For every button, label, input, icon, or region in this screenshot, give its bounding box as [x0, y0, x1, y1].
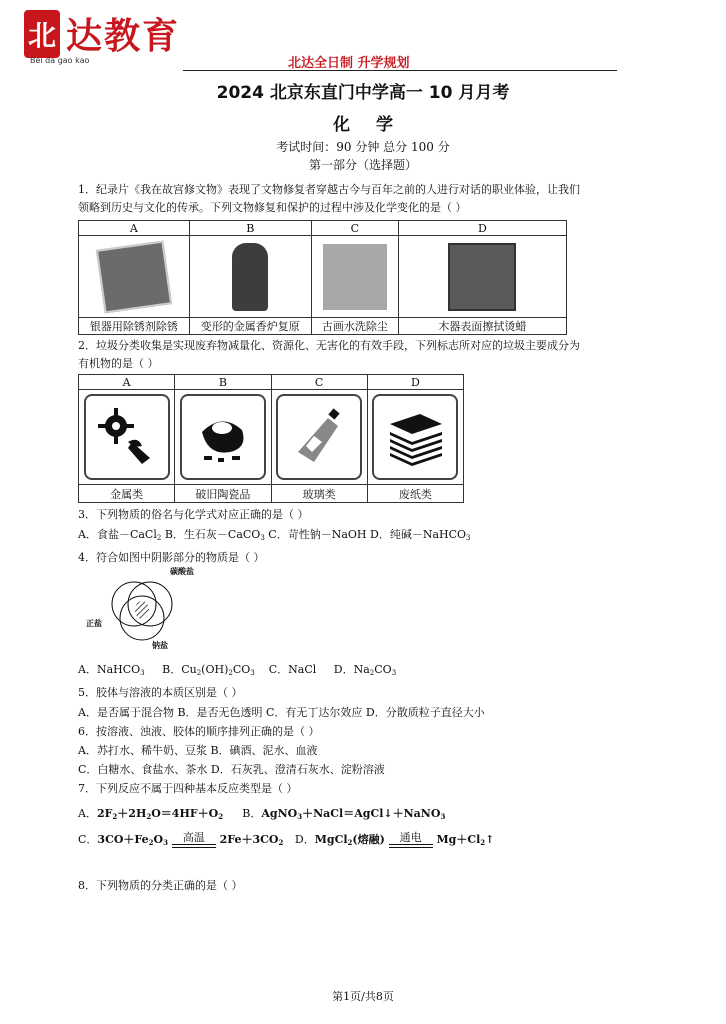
slogan: 北达全日制 升学规划: [288, 56, 410, 71]
q3-option-b: B．生石灰－CaCO: [164, 528, 261, 541]
q2-header-a: A: [79, 375, 175, 390]
condition-electrolysis: [389, 832, 433, 848]
q3-option-c: C．苛性钠－NaOH: [268, 528, 367, 541]
q1-caption-b: 变形的金属香炉复原: [189, 318, 311, 335]
q1-image-c: [311, 236, 398, 318]
page-footer: 第1页/共8页: [332, 990, 394, 1003]
header-divider: [183, 70, 617, 71]
q3-options: A．食盐－CaCl$_2$ B．生石灰－CaCO$_3$ C．苛性钠－NaOH D．纯碱－NaHCO$_3$: [78, 528, 471, 542]
q2-sign-d: [367, 390, 463, 485]
venn-label-bottom: 钠盐: [152, 640, 168, 650]
q4-options: A．NaHCO$_3$ B．$Cu_2(OH)_2CO_3$ C．NaCl D．$Na_2CO_3$: [78, 663, 397, 677]
q2-header-d: D: [367, 375, 463, 390]
q4-option-c: C．NaCl: [268, 663, 317, 676]
q4-option-a: A．NaHCO: [78, 663, 141, 676]
q2-caption-d: 废纸类: [367, 485, 463, 503]
q1-line2: 领略到历史与文化的传承。下列文物修复和保护的过程中涉及化学变化的是（ ）: [78, 201, 467, 214]
q6-options-cd: C．白糖水、食盐水、茶水 D．石灰乳、澄清石灰水、淀粉溶液: [78, 763, 385, 776]
q2-line2: 有机物的是（ ）: [78, 357, 159, 370]
q1-header-a: A: [79, 221, 190, 236]
exam-title: 2024 北京东直门中学高一 10 月月考: [216, 83, 510, 103]
logo-subtitle: Bei da gao kao: [30, 56, 90, 65]
glass-bottle-icon: [276, 394, 362, 480]
venn-diagram: [84, 566, 196, 650]
q1-image-b: [189, 236, 311, 318]
q1-header-d: D: [398, 221, 566, 236]
q1-header-b: B: [189, 221, 311, 236]
ceramics-icon: [180, 394, 266, 480]
q2-caption-c: 玻璃类: [271, 485, 367, 503]
q1-image-a: [79, 236, 190, 318]
section-title: 第一部分（选择题）: [308, 158, 417, 172]
q2-sign-a: [79, 390, 175, 485]
q7-cond-c: 高温: [182, 831, 205, 844]
logo: [24, 10, 60, 58]
logo-char: 北: [27, 19, 56, 52]
q4-option-b: B．Cu: [162, 663, 197, 676]
q1-caption-d: 木器表面擦拭烫蜡: [398, 318, 566, 335]
q5-options: A．是否属于混合物 B．是否无色透明 C．有无丁达尔效应 D．分散质粒子直径大小: [78, 706, 485, 719]
exam-info: 考试时间：90 分钟 总分 100 分: [276, 140, 450, 154]
q4-option-d: D．Na: [333, 663, 370, 676]
q1-image-d: [398, 236, 566, 318]
paper-stack-icon: [372, 394, 458, 480]
q2-header-b: B: [175, 375, 271, 390]
q2-line1: 2．垃圾分类收集是实现废弃物减量化、资源化、无害化的有效手段，下列标志所对应的垃圾主要成分为: [78, 339, 580, 352]
venn-label-top: 碳酸盐: [170, 566, 194, 576]
q7-stem: 7．下列反应不属于四种基本反应类型是（ ）: [78, 782, 298, 795]
q6-options-ab: A．苏打水、稀牛奶、豆浆 B．碘酒、泥水、血液: [78, 744, 318, 757]
q7-options-ab: A．$2F_2+2H_2O=4HF+O_2$ B．AgNO$_3$＋NaCl＝AgCl↓＋NaNO$_3$: [78, 807, 446, 821]
q2-caption-b: 破旧陶瓷品: [175, 485, 271, 503]
q1-caption-a: 银器用除锈剂除锈: [79, 318, 190, 335]
q3-stem: 3．下列物质的俗名与化学式对应正确的是（ ）: [78, 508, 309, 521]
q2-caption-a: 金属类: [79, 485, 175, 503]
subject-title: 化学: [333, 115, 419, 135]
metal-recycle-icon: [84, 394, 170, 480]
q3-option-a: A．食盐－CaCl: [78, 528, 157, 541]
q2-sign-c: [271, 390, 367, 485]
q2-table: [78, 374, 464, 503]
q6-stem: 6．按溶液、浊液、胶体的顺序排列正确的是（ ）: [78, 725, 320, 738]
q5-stem: 5．胶体与溶液的本质区别是（ ）: [78, 686, 243, 699]
q3-option-d: D．纯碱－NaHCO: [370, 528, 467, 541]
q1-table: [78, 220, 567, 335]
q7-cond-d: 通电: [399, 831, 422, 844]
q4-stem: 4．符合如图中阴影部分的物质是（ ）: [78, 551, 265, 564]
condition-high-temp: [172, 832, 216, 848]
q1-line1: 1．纪录片《我在故宫修文物》表现了文物修复者穿越古今与百年之前的人进行对话的职业体验，让我们: [78, 183, 580, 196]
q7-options-cd: C．$3CO+Fe_2O_3$ 高温 $2Fe+3CO_2$ D．MgCl$_2$(熔融) 通电 $Mg+Cl_2↑$: [78, 831, 495, 847]
venn-label-left: 正盐: [86, 618, 102, 628]
q2-header-c: C: [271, 375, 367, 390]
q8-stem: 8．下列物质的分类正确的是（ ）: [78, 879, 243, 892]
logo-text: 达教育: [66, 15, 181, 57]
q2-sign-b: [175, 390, 271, 485]
q1-caption-c: 古画水洗除尘: [311, 318, 398, 335]
q1-header-c: C: [311, 221, 398, 236]
